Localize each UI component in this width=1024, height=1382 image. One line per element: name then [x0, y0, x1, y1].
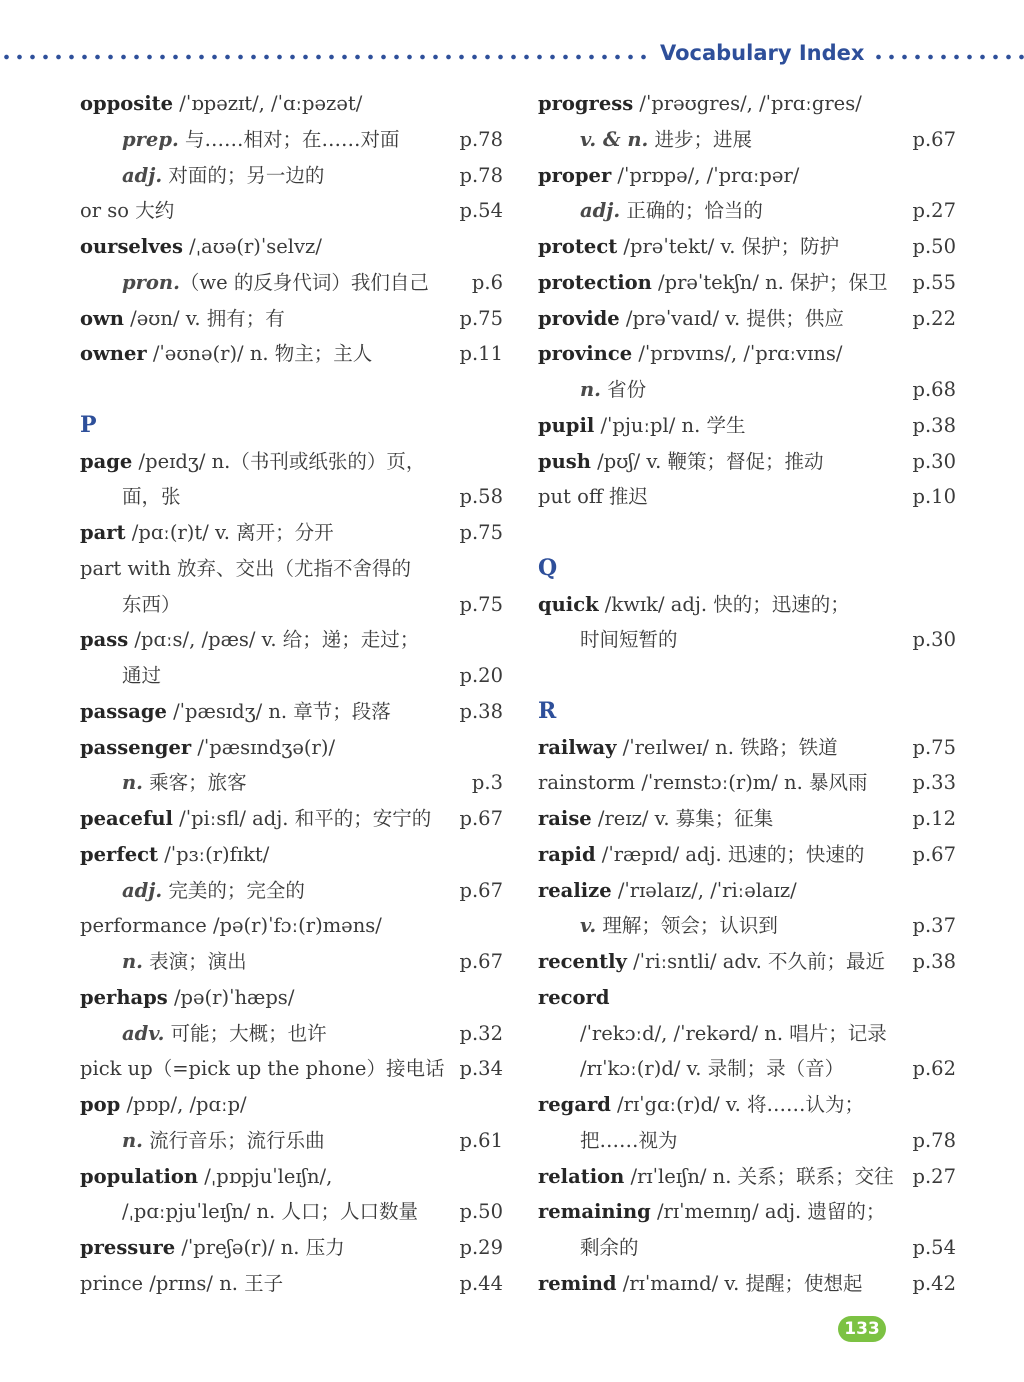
entry-text: [538, 1266, 863, 1302]
entry-text: [538, 336, 843, 372]
entry-headword: population: [80, 1164, 199, 1188]
entry-text: [80, 86, 362, 122]
entry-subline: [80, 1016, 505, 1052]
entry-definition: /ˈpæsɪdʒ/ n. 章节；段落: [166, 699, 391, 723]
entry-line: [538, 1159, 958, 1195]
entry-text: [80, 980, 294, 1016]
entry-definition: 进步；进展: [648, 127, 753, 151]
page-reference: p.6: [471, 270, 503, 294]
entry-definition: pick up（=pick up the phone）接电话: [80, 1057, 445, 1081]
entry-text: [580, 1123, 678, 1159]
entry-text: [580, 1230, 639, 1266]
entry-text: [122, 1016, 327, 1052]
entry-text: [538, 730, 838, 766]
entry-line: [80, 1159, 505, 1195]
page-reference: p.29: [459, 1236, 503, 1259]
entry-definition: /ˈrɪəlaɪz/, /ˈriːəlaɪz/: [611, 878, 797, 902]
entry-definition: （we 的反身代词）我们自己: [179, 270, 429, 294]
entry-definition: 时间短暂的: [580, 628, 678, 652]
page-reference: p.11: [459, 342, 503, 366]
entry-definition: 东西）: [122, 592, 181, 616]
entry-definition: /peɪdʒ/ n.（书刊或纸张的）页，: [132, 449, 426, 473]
entry-definition: 面，张: [122, 485, 181, 509]
entry-line: [538, 336, 958, 372]
page-reference: p.75: [459, 306, 503, 330]
entry-text: [538, 479, 648, 515]
entry-headword: pupil: [538, 413, 595, 437]
entry-text: [80, 1266, 283, 1302]
entry-line: [538, 408, 958, 444]
section-letter: Q: [538, 554, 558, 581]
entry-headword: perfect: [80, 842, 158, 866]
entry-definition: /prəˈtekt/ v. 保护；防护: [617, 235, 840, 258]
entry-line: [80, 837, 505, 873]
entry-text: [80, 1159, 332, 1195]
entry-text: [538, 1159, 894, 1195]
entry-line: [80, 980, 505, 1016]
part-of-speech: adj.: [580, 199, 621, 223]
entry-definition: /əʊn/ v. 拥有；有: [123, 306, 285, 330]
entry-text: [122, 479, 181, 515]
entry-text: [580, 372, 646, 408]
entry-text: [538, 158, 799, 194]
entry-subline: [538, 908, 958, 944]
page-reference: p.30: [912, 449, 956, 473]
entry-text: [580, 122, 752, 158]
entry-definition: 理解；领会；认识到: [596, 914, 778, 938]
entry-headword: recently: [538, 950, 627, 973]
page-reference: p.38: [912, 950, 956, 973]
entry-subline: [538, 1016, 958, 1052]
entry-definition: 流行音乐；流行乐曲: [142, 1128, 325, 1152]
page-reference: p.75: [912, 735, 956, 759]
entry-text: [80, 551, 411, 587]
entry-line: [80, 301, 505, 337]
entry-definition: 正确的；恰当的: [620, 199, 763, 223]
entry-headword: realize: [538, 878, 612, 902]
page-reference: p.75: [459, 521, 503, 544]
entry-line: [538, 873, 958, 909]
entry-line: [80, 908, 505, 944]
entry-text: [580, 908, 778, 944]
entry-definition: /ˌaʊə(r)ˈselvz/: [182, 235, 322, 258]
entry-headword: peaceful: [80, 807, 173, 830]
entry-definition: /ˈɒpəzɪt/, /ˈɑːpəzət/: [173, 92, 363, 115]
entry-text: [538, 301, 844, 337]
entry-subline: [80, 479, 505, 515]
blank-line: [538, 658, 958, 694]
entry-text: [122, 765, 247, 801]
part-of-speech: adj.: [122, 163, 163, 187]
entry-definition: 通过: [122, 664, 162, 687]
entry-definition: /ˈpæsɪndʒə(r)/: [191, 735, 336, 759]
entry-definition: 省份: [600, 378, 647, 401]
entry-text: [122, 658, 161, 694]
entry-definition: 表演；演出: [142, 950, 247, 973]
page-reference: p.55: [912, 270, 956, 294]
entry-line: [538, 265, 958, 301]
entry-definition: /pə(r)ˈhæps/: [167, 985, 295, 1009]
entry-definition: /kwɪk/ adj. 快的；迅速的；: [598, 592, 850, 616]
page-reference: p.30: [912, 628, 956, 652]
entry-definition: /pɒp/, /pɑːp/: [120, 1093, 247, 1116]
entry-line: [80, 551, 505, 587]
page-reference: p.54: [459, 199, 503, 223]
page-reference: p.67: [912, 127, 956, 151]
part-of-speech: v. & n.: [580, 127, 649, 151]
entry-line: [80, 730, 505, 766]
entry-line: [80, 1266, 505, 1302]
entry-text: [580, 622, 678, 658]
entry-headword: perhaps: [80, 985, 168, 1009]
page-header: [0, 38, 1024, 72]
entry-text: [538, 1194, 885, 1230]
entry-text: [80, 908, 382, 944]
entry-line: [80, 694, 505, 730]
entry-text: [80, 1087, 247, 1123]
part-of-speech: adv.: [122, 1021, 165, 1045]
entry-definition: /ˈprɒvɪns/, /ˈprɑːvɪns/: [632, 342, 843, 366]
entry-subline: [538, 1051, 958, 1087]
entry-subline: [80, 122, 505, 158]
entry-line: [538, 944, 958, 980]
page-reference: p.3: [471, 771, 503, 795]
entry-line: [80, 193, 505, 229]
entry-headword: pop: [80, 1093, 121, 1116]
part-of-speech: n.: [122, 950, 143, 973]
page-reference: p.27: [912, 199, 956, 223]
entry-line: [80, 622, 505, 658]
page-reference: p.78: [459, 163, 503, 187]
entry-line: [538, 587, 958, 623]
entry-definition: /ˈrekɔːd/, /ˈrekərd/ n. 唱片；记录: [580, 1021, 887, 1045]
entry-subline: [80, 158, 505, 194]
entry-definition: part with 放弃、交出（尤指不舍得的: [80, 556, 411, 580]
entry-line: [538, 801, 958, 837]
entry-headword: raise: [538, 807, 592, 830]
entry-text: [122, 122, 399, 158]
entry-line: [538, 301, 958, 337]
entry-headword: railway: [538, 735, 617, 759]
part-of-speech: v.: [580, 914, 597, 938]
page-reference: p.20: [459, 664, 503, 687]
page-reference: p.54: [912, 1236, 956, 1259]
entry-subline: [538, 193, 958, 229]
entry-text: [538, 86, 862, 122]
page-reference: p.50: [459, 1200, 503, 1224]
entry-line: [80, 444, 505, 480]
dotted-rule-left: [0, 53, 652, 61]
entry-text: [80, 837, 269, 873]
entry-definition: /rɪˈmaɪnd/ v. 提醒；使想起: [616, 1271, 863, 1295]
entry-headword: progress: [538, 92, 634, 115]
entry-line: [80, 801, 505, 837]
page-reference: p.75: [459, 592, 503, 616]
page-reference: p.27: [912, 1164, 956, 1188]
entry-text: [538, 873, 797, 909]
entry-definition: put off 推迟: [538, 485, 648, 509]
entry-text: [122, 944, 247, 980]
entry-subline: [80, 265, 505, 301]
entry-subline: [538, 622, 958, 658]
page-reference: p.61: [459, 1128, 503, 1152]
entry-text: [122, 265, 429, 301]
entry-definition: 剩余的: [580, 1236, 639, 1259]
entry-line: [80, 1087, 505, 1123]
entry-definition: /reɪz/ v. 募集；征集: [591, 807, 774, 830]
entry-headword: regard: [538, 1093, 611, 1116]
entry-text: [80, 229, 322, 265]
entry-definition: /ˈreɪlweɪ/ n. 铁路；铁道: [616, 735, 838, 759]
page-number-badge: 133: [838, 1316, 886, 1342]
blank-line: [80, 372, 505, 408]
entry-headword: passenger: [80, 735, 192, 759]
entry-text: [538, 801, 773, 837]
entry-definition: 可能；大概；也许: [164, 1021, 327, 1045]
entry-headword: ourselves: [80, 235, 183, 258]
page-reference: p.10: [912, 485, 956, 509]
entry-line: [538, 158, 958, 194]
entry-definition: or so 大约: [80, 199, 175, 223]
page-reference: p.67: [459, 807, 503, 830]
entry-text: [538, 229, 839, 265]
entry-text: [122, 1123, 325, 1159]
entry-subline: [80, 944, 505, 980]
entry-definition: /ˈriːsntli/ adv. 不久前；最近: [626, 950, 885, 973]
page-reference: p.58: [459, 485, 503, 509]
entry-definition: 与……相对；在……对面: [178, 127, 400, 151]
page-reference: p.44: [459, 1271, 503, 1295]
entry-text: [538, 587, 850, 623]
entry-line: [538, 1087, 958, 1123]
entry-headword: proper: [538, 163, 612, 187]
part-of-speech: n.: [122, 771, 143, 795]
entry-definition: /ˌpɒpjuˈleɪʃn/,: [198, 1164, 333, 1188]
entry-subline: [538, 122, 958, 158]
entry-text: [80, 801, 431, 837]
section-letter: R: [538, 697, 557, 724]
entry-text: [80, 301, 285, 337]
entry-text: [122, 587, 181, 623]
entry-definition: /ˈpɜː(r)fɪkt/: [158, 842, 270, 866]
entry-headword: provide: [538, 306, 620, 330]
page-reference: p.62: [912, 1057, 956, 1081]
entry-definition: rainstorm /ˈreɪnstɔː(r)m/ n. 暴风雨: [538, 771, 868, 795]
entry-headword: pass: [80, 628, 129, 652]
entry-line: [80, 86, 505, 122]
part-of-speech: n.: [580, 378, 601, 401]
entry-text: [580, 1051, 844, 1087]
part-of-speech: prep.: [122, 127, 179, 151]
entry-headword: relation: [538, 1164, 625, 1188]
entry-definition: 把……视为: [580, 1128, 678, 1152]
entry-text: [80, 730, 335, 766]
page-header-title: Vocabulary Index: [660, 41, 865, 65]
entry-headword: remind: [538, 1271, 617, 1295]
entry-line: [538, 229, 958, 265]
entry-definition: /rɪˈleɪʃn/ n. 关系；联系；交往: [624, 1164, 894, 1188]
entry-headword: remaining: [538, 1200, 651, 1224]
entry-line: [538, 1194, 958, 1230]
page-reference: p.38: [459, 699, 503, 723]
entry-definition: 乘客；旅客: [142, 771, 247, 795]
entry-headword: own: [80, 306, 124, 330]
part-of-speech: n.: [122, 1128, 143, 1152]
page-reference: p.33: [912, 771, 956, 795]
page-reference: p.37: [912, 914, 956, 938]
entry-text: [122, 1194, 418, 1230]
entry-text: [538, 980, 609, 1016]
entry-line: [80, 1230, 505, 1266]
entry-headword: page: [80, 449, 133, 473]
page-reference: p.68: [912, 378, 956, 401]
entry-text: [122, 873, 305, 909]
entry-text: [538, 765, 868, 801]
page-reference: p.67: [459, 950, 503, 973]
page-reference: p.12: [912, 807, 956, 830]
entry-text: [80, 1230, 345, 1266]
entry-subline: [538, 1123, 958, 1159]
entry-text: [80, 336, 372, 372]
part-of-speech: adj.: [122, 878, 163, 902]
entry-text: [80, 622, 419, 658]
entry-line: [538, 479, 958, 515]
entry-text: [580, 193, 763, 229]
page-reference: p.32: [459, 1021, 503, 1045]
page-reference: p.78: [459, 127, 503, 151]
entry-definition: /ˈpjuːpl/ n. 学生: [594, 413, 746, 437]
entry-subline: [80, 658, 505, 694]
entry-text: [538, 265, 888, 301]
entry-headword: protection: [538, 270, 652, 294]
entry-definition: /ˌpɑːpjuˈleɪʃn/ n. 人口；人口数量: [122, 1200, 419, 1224]
entry-text: [80, 1051, 444, 1087]
entry-definition: /ˈpiːsfl/ adj. 和平的；安宁的: [172, 807, 432, 830]
entry-definition: prince /prɪns/ n. 王子: [80, 1271, 284, 1295]
entry-subline: [80, 587, 505, 623]
left-column: [80, 86, 505, 1302]
section-letter: P: [80, 411, 97, 438]
page-reference: p.38: [912, 413, 956, 437]
entry-subline: [80, 873, 505, 909]
entry-definition: /pʊʃ/ v. 鞭策；督促；推动: [590, 449, 824, 473]
entry-text: [80, 515, 334, 551]
entry-definition: /ˈræpɪd/ adj. 迅速的；快速的: [595, 842, 865, 866]
entry-headword: record: [538, 985, 610, 1009]
entry-headword: passage: [80, 699, 167, 723]
entry-line: [80, 229, 505, 265]
entry-definition: /rɪˈgɑː(r)d/ v. 将……认为；: [610, 1093, 864, 1116]
entry-definition: /prəˈvaɪd/ v. 提供；供应: [619, 306, 844, 330]
entry-definition: /ˈprəʊgres/, /ˈprɑːgres/: [633, 92, 862, 115]
entry-headword: pressure: [80, 1236, 176, 1259]
page-reference: p.50: [912, 235, 956, 258]
entry-definition: /pɑːs/, /pæs/ v. 给；递；走过；: [128, 628, 420, 652]
page-reference: p.78: [912, 1128, 956, 1152]
entry-definition: /ˈəʊnə(r)/ n. 物主；主人: [146, 342, 373, 366]
entry-line: [538, 765, 958, 801]
entry-definition: /rɪˈmeɪnɪŋ/ adj. 遗留的；: [650, 1200, 886, 1224]
entry-text: [538, 444, 823, 480]
entry-line: [538, 980, 958, 1016]
entry-headword: rapid: [538, 842, 596, 866]
entry-definition: performance /pə(r)ˈfɔː(r)məns/: [80, 914, 382, 938]
entry-line: [80, 1051, 505, 1087]
dotted-rule-right: [872, 53, 1024, 61]
entry-text: [80, 694, 391, 730]
page-reference: p.42: [912, 1271, 956, 1295]
entry-headword: part: [80, 521, 126, 544]
entry-subline: [80, 1123, 505, 1159]
part-of-speech: pron.: [122, 270, 180, 294]
entry-text: [80, 193, 174, 229]
entry-headword: quick: [538, 592, 599, 616]
entry-text: [580, 1016, 887, 1052]
entry-headword: protect: [538, 235, 618, 258]
entry-line: [538, 730, 958, 766]
entry-text: [122, 158, 324, 194]
entry-subline: [538, 1230, 958, 1266]
entry-definition: /ˈpreʃə(r)/ n. 压力: [175, 1236, 345, 1259]
entry-subline: [538, 372, 958, 408]
entry-line: [538, 1266, 958, 1302]
page-reference: p.34: [459, 1057, 503, 1081]
entry-headword: opposite: [80, 92, 174, 115]
entry-definition: /ˈprɒpə/, /ˈprɑːpər/: [611, 163, 800, 187]
entry-line: [538, 86, 958, 122]
entry-definition: /pɑː(r)t/ v. 离开；分开: [125, 521, 334, 544]
entry-line: [80, 515, 505, 551]
blank-line: [538, 515, 958, 551]
right-column: [538, 86, 958, 1302]
entry-definition: /rɪˈkɔː(r)d/ v. 录制；录（音）: [580, 1057, 845, 1081]
page-reference: p.67: [459, 878, 503, 902]
entry-definition: /prəˈtekʃn/ n. 保护；保卫: [651, 270, 888, 294]
entry-text: [538, 1087, 864, 1123]
entry-line: [80, 336, 505, 372]
page-reference: p.67: [912, 842, 956, 866]
entry-text: [80, 444, 425, 480]
entry-text: [538, 837, 864, 873]
entry-definition: 对面的；另一边的: [162, 163, 325, 187]
entry-text: [538, 944, 885, 980]
entry-line: [538, 444, 958, 480]
entry-definition: 完美的；完全的: [162, 878, 305, 902]
entry-subline: [80, 765, 505, 801]
entry-headword: push: [538, 449, 591, 473]
entry-text: [538, 408, 746, 444]
entry-line: [538, 837, 958, 873]
page-reference: p.22: [912, 306, 956, 330]
entry-headword: owner: [80, 342, 147, 366]
entry-headword: province: [538, 342, 633, 366]
entry-subline: [80, 1194, 505, 1230]
